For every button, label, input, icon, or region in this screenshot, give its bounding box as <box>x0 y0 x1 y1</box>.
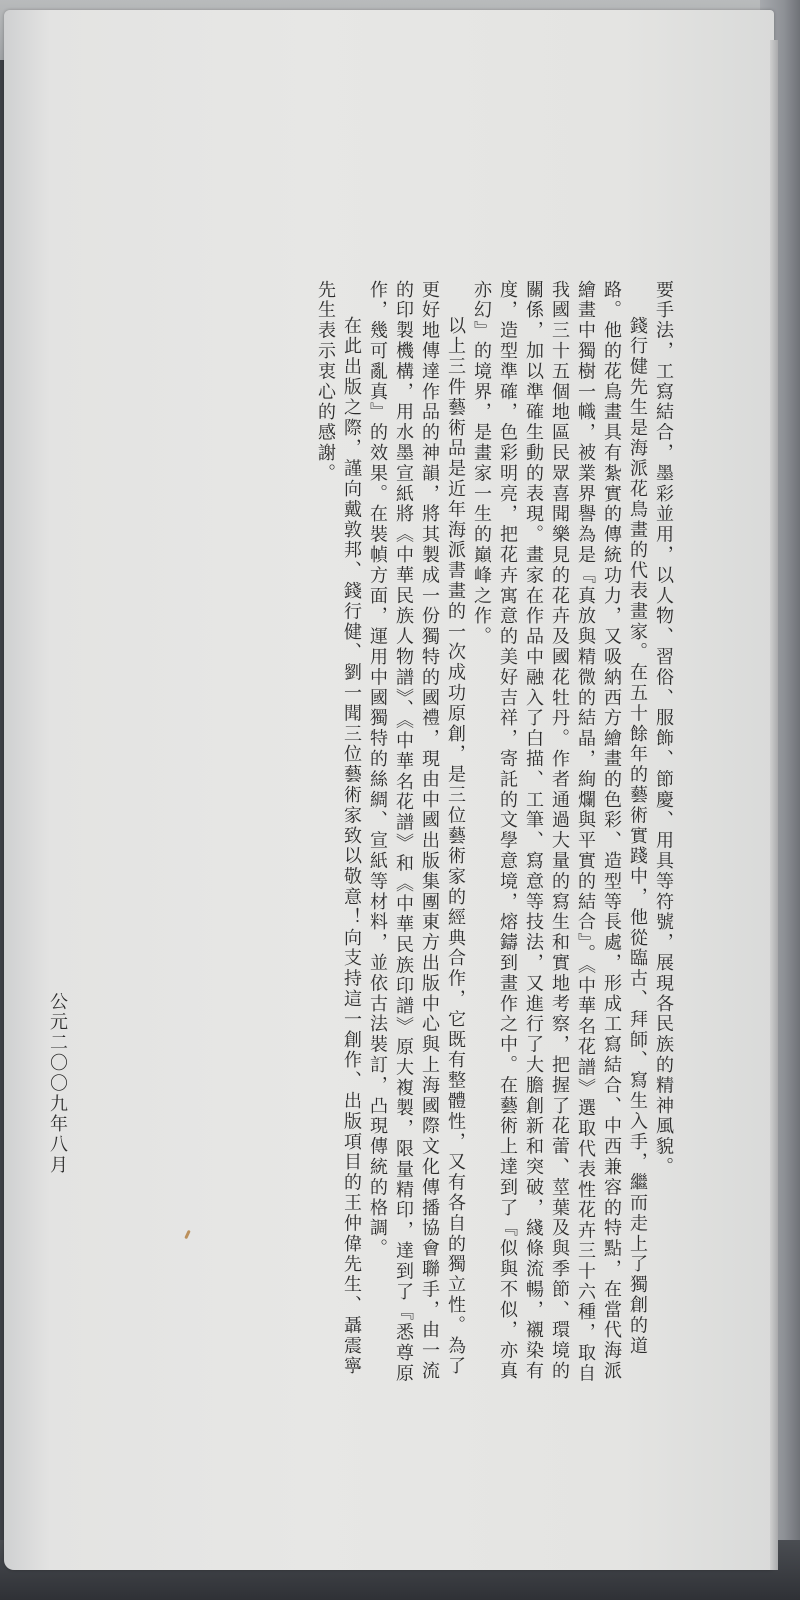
page-edge <box>770 40 778 1570</box>
paragraph-4: 在此出版之際，謹向戴敦邦、錢行健、劉一聞三位藝術家致以敬意！向支持這一創作、出版項目的王仲偉先生、聶震寧先生表示衷心的感謝。 <box>315 280 362 1377</box>
vertical-text-body <box>312 280 676 1390</box>
paragraph-3: 以上三件藝術品是近年海派書畫的一次成功原創，是三位藝術家的經典合作，它既有整體性，又有各自的獨立性。為了更好地傳達作品的神韻，將其製成一份獨特的國禮，現由中國出版集團東方出版中心與上海國際文化傳播協會聯手，由一流的印製機構，用水墨宣紙將《中華民族人物譜》、《中華名花譜》和《中華民族印譜》原大複製，限量精印，達到了『悉尊原作，幾可亂真』的效果。在裝幀方面，運用中國獨特的絲綢、宣紙等材料，並依古法裝訂，凸現傳統的格調。 <box>367 280 466 1384</box>
publication-date: 公元二〇〇九年八月 <box>47 992 68 1176</box>
paragraph-2: 錢行健先生是海派花鳥畫的代表畫家。在五十餘年的藝術實踐中，他從臨古、拜師、寫生入手，繼而走上了獨創的道路。他的花鳥畫具有紮實的傳統功力，又吸納西方繪畫的色彩、造型等長處，形成工寫結合、中西兼容的特點，在當代海派繪畫中獨樹一幟，被業界譽為是『真放與精微的結晶，絢爛與平實的結合』。《中華名花譜》選取代表性花卉三十六種，取自我國三十五個地區民眾喜聞樂見的花卉及國花牡丹。作者通過大量的寫生和實地考察，把握了花蕾、莖葉及與季節、環境的關係，加以準確生動的表現。畫家在作品中融入了白描、工筆、寫意等技法，又進行了大膽創新和突破，綫條流暢，襯染有度，造型準確，色彩明亮，把花卉寓意的美好吉祥，寄託的文學意境，熔鑄到畫作之中。在藝術上達到了『似與不似，亦真亦幻』的境界，是畫家一生的巔峰之作。 <box>471 280 648 1384</box>
book-page <box>4 10 774 1570</box>
ink-speck <box>184 1230 191 1239</box>
paragraph-1: 要手法，工寫結合，墨彩並用，以人物、習俗、服飾、節慶、用具等符號，展現各民族的精神風貌。 <box>653 280 674 1178</box>
